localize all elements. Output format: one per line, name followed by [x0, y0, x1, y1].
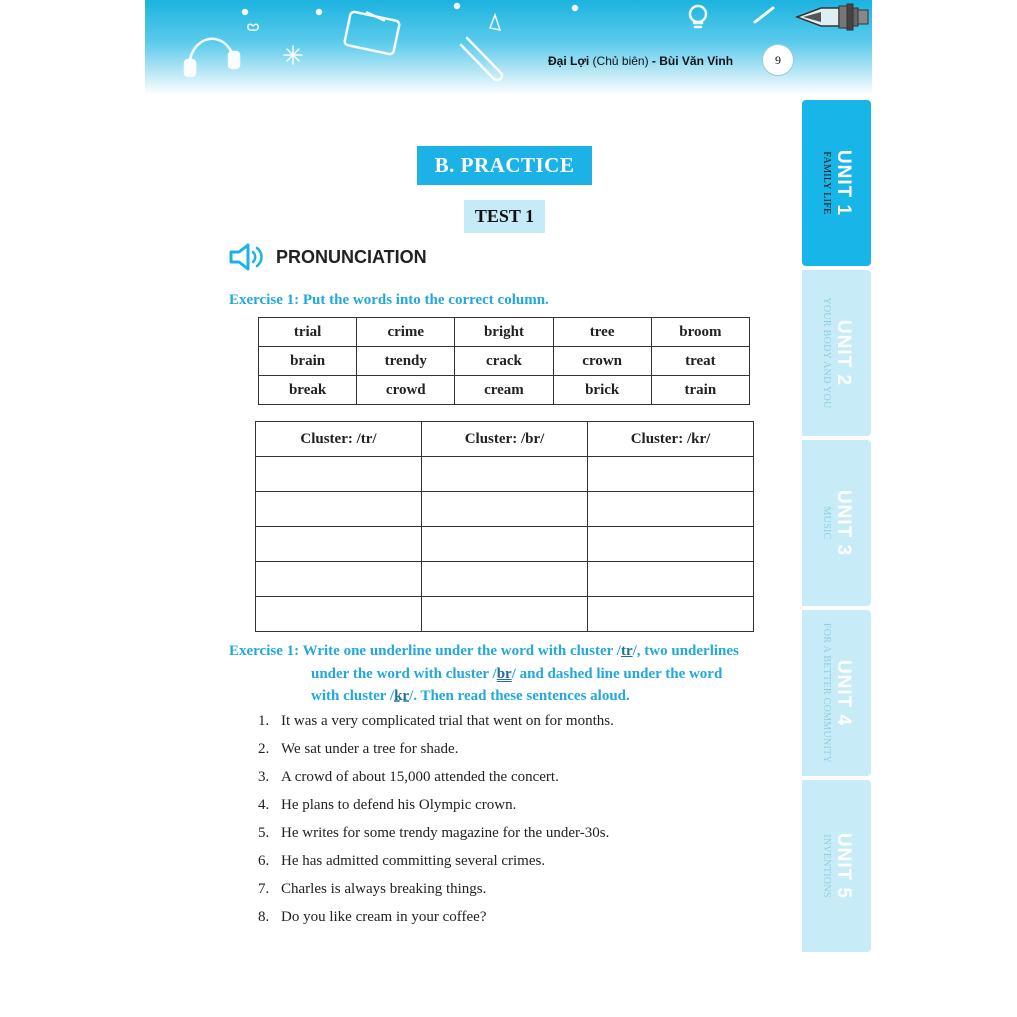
tab-unit-label: UNIT 2 [832, 319, 854, 387]
exercise-2-lead: Exercise 1: [229, 643, 300, 659]
list-item: 4. He plans to defend his Olympic crown. [258, 797, 517, 813]
speaker-icon [228, 242, 268, 272]
answer-cell[interactable] [588, 492, 754, 527]
cluster-br: br [496, 665, 512, 682]
cluster-tr: tr [620, 643, 633, 659]
answer-cell[interactable] [588, 457, 754, 492]
answer-cell[interactable] [256, 562, 422, 597]
list-item: 1. It was a very complicated trial that went on for months. [258, 713, 614, 729]
table-row [259, 347, 750, 376]
word-cell: broom [651, 318, 749, 347]
test-title: TEST 1 [464, 200, 545, 233]
tab-unit-subtitle: FOR A BETTER COMMUNITY [820, 622, 832, 764]
word-cell: tree [553, 318, 651, 347]
list-item: 2. We sat under a tree for shade. [258, 741, 459, 757]
cluster-header: Cluster: /br/ [422, 422, 588, 457]
cluster-header: Cluster: /kr/ [588, 422, 754, 457]
word-cell: trendy [357, 347, 455, 376]
list-item: 8. Do you like cream in your coffee? [258, 909, 487, 925]
word-cell: crowd [357, 376, 455, 405]
answer-cell[interactable] [422, 527, 588, 562]
tab-unit-subtitle: YOUR BODY AND YOU [820, 297, 832, 409]
word-cell: break [259, 376, 357, 405]
answer-cell[interactable] [256, 457, 422, 492]
page-header-banner [145, 0, 872, 95]
word-cell: crack [455, 347, 553, 376]
list-item: 5. He writes for some trendy magazine for the under-30s. [258, 825, 610, 841]
answer-cell[interactable] [256, 597, 422, 632]
tab-unit-2[interactable] [802, 270, 871, 436]
table-row [256, 527, 754, 562]
fountain-pen-icon [795, 0, 872, 34]
answer-cell[interactable] [588, 597, 754, 632]
table-row [256, 597, 754, 632]
answer-cell[interactable] [422, 457, 588, 492]
table-row [259, 318, 750, 347]
tab-unit-3[interactable] [802, 440, 871, 606]
word-cell: brick [553, 376, 651, 405]
section-title: B. PRACTICE [417, 146, 592, 185]
tab-unit-label: UNIT 5 [832, 832, 854, 900]
word-cell: trial [259, 318, 357, 347]
exercise-1-title: Exercise 1: Put the words into the correct column. [229, 292, 549, 308]
list-item: 3. A crowd of about 15,000 attended the concert. [258, 769, 559, 785]
tab-unit-subtitle: INVENTIONS [820, 834, 832, 898]
table-row [256, 457, 754, 492]
answer-cell[interactable] [256, 492, 422, 527]
answer-cell[interactable] [422, 492, 588, 527]
cluster-header: Cluster: /tr/ [256, 422, 422, 457]
word-cell: crown [553, 347, 651, 376]
word-cell: train [651, 376, 749, 405]
table-header-row [256, 422, 754, 457]
list-item: 7. Charles is always breaking things. [258, 881, 487, 897]
word-cell: cream [455, 376, 553, 405]
cluster-table [255, 421, 754, 632]
answer-cell[interactable] [588, 527, 754, 562]
table-row [259, 376, 750, 405]
unit-tabs [802, 100, 871, 952]
answer-cell[interactable] [422, 562, 588, 597]
table-row [256, 492, 754, 527]
word-cell: crime [357, 318, 455, 347]
page-number: 9 [762, 44, 794, 76]
tab-unit-subtitle: MUSIC [820, 506, 832, 540]
answer-cell[interactable] [588, 562, 754, 597]
answer-cell[interactable] [256, 527, 422, 562]
word-cell: treat [651, 347, 749, 376]
pronunciation-heading: PRONUNCIATION [276, 247, 427, 267]
cluster-kr: kr [394, 688, 410, 704]
sentence-list [258, 711, 614, 935]
school-doodles-icon [145, 0, 872, 95]
exercise-2-instructions: Exercise 1: Write one underline under the word with cluster /tr/, two underlines under the word with cluster /br/ and dashed line under the word with cluster /kr/. Then read these sentences aloud. [229, 643, 739, 704]
tab-unit-1[interactable] [802, 100, 871, 266]
tab-unit-5[interactable] [802, 780, 871, 952]
answer-cell[interactable] [422, 597, 588, 632]
tab-unit-4[interactable] [802, 610, 871, 776]
list-item: 6. He has admitted committing several crimes. [258, 853, 546, 869]
tab-unit-label: UNIT 4 [832, 659, 854, 727]
tab-unit-label: UNIT 1 [832, 149, 854, 217]
word-cell: bright [455, 318, 553, 347]
word-cell: brain [259, 347, 357, 376]
table-row [256, 562, 754, 597]
tab-unit-subtitle: FAMILY LIFE [820, 151, 832, 215]
book-authors: Đại Lợi (Chủ biên) - Bùi Văn Vinh [548, 54, 734, 68]
word-table [258, 317, 750, 405]
tab-unit-label: UNIT 3 [832, 489, 854, 557]
